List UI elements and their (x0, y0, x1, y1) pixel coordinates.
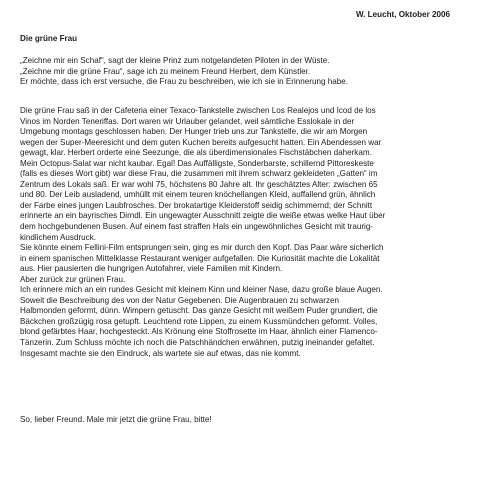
body-line: blond gefärbtes Haar, hochgesteckt. Als Krönung eine Stoffrosette im Haar, ähnlich einer Flamenco- (20, 327, 378, 337)
body-line: Die grüne Frau saß in der Cafeteria einer Texaco-Tankstelle zwischen Los Realejos und Icod de los (20, 106, 376, 115)
body-line: Umgebung montags geschlossen haben. Der Hunger trieb uns zur Tankstelle, die wir am Morgen (20, 127, 368, 137)
closing-paragraph (20, 415, 490, 426)
intro-line: „Zeichne mir die grüne Frau“, sage ich zu meinem Freund Herbert, dem Künstler. (20, 66, 311, 76)
intro-line: „Zeichne mir ein Schaf“, sagt der kleine Prinz zum notgelandeten Piloten in der Wüste. (20, 56, 330, 65)
body-line: und 80. Der Leib ausladend, umhüllt mit einem teuren knöchellangen Kleid, auffallend grün, ähnlich (20, 190, 376, 200)
author-date: W. Leucht, Oktober 2006 (355, 10, 450, 19)
body-line: dem hochgebundenen Busen. Auf einem fast straffen Hals ein ungewöhnliches Gesicht mit traurig- (20, 222, 374, 232)
body-line: in einem spanischen Mittelklasse Restaurant weniger aufgefallen. Die Kuriosität machte die Lokalität (20, 253, 380, 263)
intro-paragraph (20, 56, 490, 88)
document-title: Die grüne Frau (20, 34, 78, 43)
body-line: Aber zurück zur grünen Frau. (20, 274, 126, 284)
body-line: erinnerte an ein bayrisches Dirndl. Ein ungewagter Ausschnitt zeigte die weiße etwas welke Haut über (20, 211, 386, 221)
body-line: Bäckchen großzügig rosa getupft. Leuchtend rote Lippen, zu einem Kussmündchen geformt. Volles, (20, 316, 378, 326)
body-line: Halbmonden geformt, dünn. Wimpern getuscht. Das ganze Gesicht mit weißem Puder grundiert, die (20, 306, 378, 316)
body-line: Insgesamt machte sie den Eindruck, als wartete sie auf etwas, das nie kommt. (20, 348, 301, 358)
body-line: wegen der Super-Meeresicht und dem guten Kuchen bereits aufgesucht hatten. Ein Abendessen war (20, 137, 382, 147)
body-line: Sie könnte einem Fellini-Film entsprungen sein, ging es mir durch den Kopf. Das Paar wäre sicherlich (20, 243, 384, 253)
body-line: aus. Hier pausierten die hungrigen Autofahrer, viele Familien mit Kindern. (20, 264, 283, 274)
body-line: Ich erinnere mich an ein rundes Gesicht mit kleinem Kinn und kleiner Nase, dazu große blaue Augen. (20, 285, 383, 295)
body-paragraph (20, 106, 490, 359)
body-line: der Farbe eines jungen Laubfrosches. Der brokatartige Kleiderstoff seidig schimmernd; der Schnitt (20, 200, 373, 210)
closing-line: So, lieber Freund. Male mir jetzt die grüne Frau, bitte! (20, 415, 212, 424)
body-line: Zentrum des Lokals saß. Er war wohl 75, höchstens 80 Jahre alt. Ihr geschätztes Alter: zwischen 65 (20, 179, 378, 189)
intro-line: Er möchte, dass ich erst versuche, die Frau zu beschreiben, wie ich sie in Erinnerung habe. (20, 77, 348, 87)
body-line: Tänzerin. Zum Schluss möchte ich noch die Patschhändchen erwähnen, putzig ineinander gefaltet. (20, 338, 375, 348)
body-line: (falls es dieses Wort gibt) war diese Frau, die zusammen mit ihrem schwarz gekleideten „Gatten“ im (20, 169, 378, 179)
body-line: Mein Octopus-Salat war nicht kaubar. Egal! Das Auffälligste, Sonderbarste, schillernd Pittoreskeste (20, 158, 374, 168)
body-line: Vinos im Norden Teneriffas. Dort waren wir Urlauber gelandet, weil sämtliche Esslokale in der (20, 116, 355, 126)
body-line: gewagt, klar. Herbert orderte eine Seezunge, die als überdimensionales Fischstäbchen daherkam. (20, 148, 372, 158)
body-line: kindlichem Ausdruck. (20, 232, 97, 242)
body-line: Soweit die Beschreibung des von der Natur Gegebenen. Die Augenbrauen zu schwarzen (20, 295, 340, 305)
